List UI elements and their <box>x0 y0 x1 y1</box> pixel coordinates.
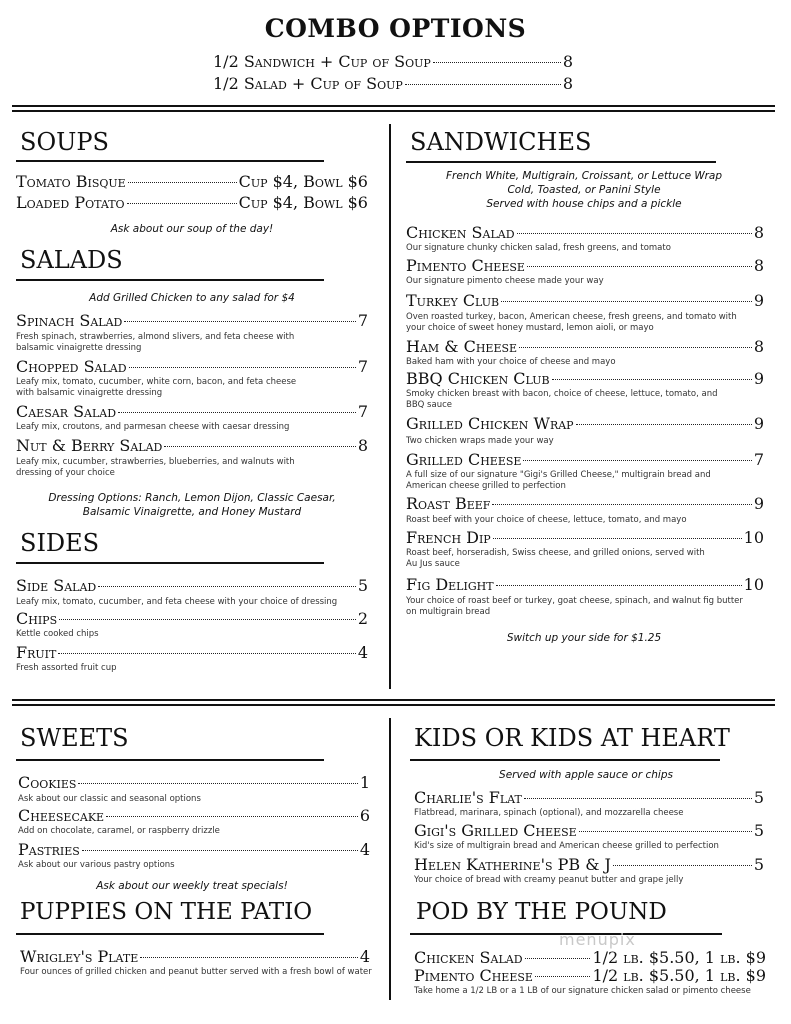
sandwiches-subtitle: Cold, Toasted, or Panini Style <box>507 184 661 196</box>
sweets-title: SWEETS <box>20 724 129 752</box>
sandwiches-subtitle: Served with house chips and a pickle <box>486 198 682 210</box>
item-description: Ask about our classic and seasonal options <box>18 794 201 804</box>
menu-item: BBQ Chicken Club 9 <box>406 369 764 388</box>
item-description: Kid's size of multigrain bread and American cheese grilled to perfection <box>414 841 719 851</box>
combo-title: COMBO OPTIONS <box>264 14 527 43</box>
menu-item: Cookies 1 <box>18 773 370 792</box>
section-rule <box>16 759 324 761</box>
menu-item: French Dip 10 <box>406 528 764 547</box>
item-description: Baked ham with your choice of cheese and mayo <box>406 357 616 367</box>
item-description: Oven roasted turkey, bacon, American cheese, fresh greens, and tomato with your choice of sweet honey mustard, lemon aioli, or mayo <box>406 312 737 333</box>
column-divider <box>389 718 391 1000</box>
menu-item: Wrigley's Plate 4 <box>20 947 370 966</box>
soups-note: Ask about our soup of the day! <box>110 223 274 235</box>
menu-item: Gigi's Grilled Cheese 5 <box>414 821 764 840</box>
item-description: Two chicken wraps made your way <box>406 436 554 446</box>
divider <box>12 699 775 701</box>
menu-item: Turkey Club 9 <box>406 291 764 310</box>
menu-item: Grilled Cheese 7 <box>406 450 764 469</box>
menu-item: Nut & Berry Salad 8 <box>16 436 368 455</box>
menu-item: Pastries 4 <box>18 840 370 859</box>
item-description: Kettle cooked chips <box>16 629 99 639</box>
item-description: Our signature pimento cheese made your way <box>406 276 604 286</box>
column-divider <box>389 124 391 689</box>
sandwiches-title: SANDWICHES <box>410 128 592 156</box>
menu-item: Chips 2 <box>16 609 368 628</box>
item-description: Fresh assorted fruit cup <box>16 663 117 673</box>
item-description: Leafy mix, cucumber, strawberries, blueberries, and walnuts with dressing of your choice <box>16 457 295 478</box>
item-description: Our signature chunky chicken salad, fresh greens, and tomato <box>406 243 671 253</box>
item-description: Smoky chicken breast with bacon, choice of cheese, lettuce, tomato, and BBQ sauce <box>406 389 718 410</box>
menu-item: Fruit 4 <box>16 643 368 662</box>
salads-title: SALADS <box>20 246 123 274</box>
item-description: Your choice of roast beef or turkey, goat cheese, spinach, and walnut fig butter on multigrain bread <box>406 596 743 617</box>
divider <box>12 110 775 112</box>
menu-item: Spinach Salad 7 <box>16 311 368 330</box>
section-rule <box>16 279 324 281</box>
menu-item: Chopped Salad 7 <box>16 357 368 376</box>
item-description: Ask about our various pastry options <box>18 860 175 870</box>
item-description: Leafy mix, croutons, and parmesan cheese with caesar dressing <box>16 422 290 432</box>
salads-note: Add Grilled Chicken to any salad for $4 <box>89 292 295 304</box>
menu-item: Helen Katherine's PB & J 5 <box>414 855 764 874</box>
menu-item: Cheesecake 6 <box>18 806 370 825</box>
item-description: Roast beef, horseradish, Swiss cheese, and grilled onions, served with Au Jus sauce <box>406 548 705 569</box>
section-rule <box>16 562 324 564</box>
menu-item: Side Salad 5 <box>16 576 368 595</box>
sides-title: SIDES <box>20 529 100 557</box>
sweets-note: Ask about our weekly treat specials! <box>96 880 288 892</box>
menu-item: Roast Beef 9 <box>406 494 764 513</box>
combo-item: 1/2 Salad + Cup of Soup 8 <box>213 74 573 93</box>
divider <box>12 704 775 706</box>
menu-item: Loaded Potato Cup $4, Bowl $6 <box>16 193 368 212</box>
dressing-note: Balsamic Vinaigrette, and Honey Mustard <box>82 506 302 518</box>
kids-title: KIDS OR KIDS AT HEART <box>414 724 730 752</box>
section-rule <box>406 161 716 163</box>
pound-title: POD BY THE POUND <box>416 899 667 925</box>
item-description: Flatbread, marinara, spinach (optional), and mozzarella cheese <box>414 808 684 818</box>
menu-item: Fig Delight 10 <box>406 575 764 594</box>
watermark: menupix <box>559 930 636 949</box>
puppies-title: PUPPIES ON THE PATIO <box>20 899 313 925</box>
item-description: A full size of our signature "Gigi's Grilled Cheese," multigrain bread and American cheese grilled to perfection <box>406 470 711 491</box>
item-description: Roast beef with your choice of cheese, lettuce, tomato, and mayo <box>406 515 687 525</box>
kids-note: Served with apple sauce or chips <box>499 769 673 781</box>
menu-item: Tomato Bisque Cup $4, Bowl $6 <box>16 172 368 191</box>
dressing-note: Dressing Options: Ranch, Lemon Dijon, Classic Caesar, <box>48 492 336 504</box>
section-rule <box>16 160 324 162</box>
item-description: Your choice of bread with creamy peanut butter and grape jelly <box>414 875 684 885</box>
menu-item: Chicken Salad 8 <box>406 223 764 242</box>
combo-item: 1/2 Sandwich + Cup of Soup 8 <box>213 52 573 71</box>
item-description: Leafy mix, tomato, cucumber, and feta cheese with your choice of dressing <box>16 597 338 607</box>
menu-item: Chicken Salad 1/2 lb. $5.50, 1 lb. $9 <box>414 948 766 967</box>
item-description: Four ounces of grilled chicken and peanut butter served with a fresh bowl of water <box>20 967 372 977</box>
soups-title: SOUPS <box>20 128 109 156</box>
menu-item: Caesar Salad 7 <box>16 402 368 421</box>
divider <box>12 105 775 107</box>
menu-item: Charlie's Flat 5 <box>414 788 764 807</box>
sandwiches-note: Switch up your side for $1.25 <box>506 632 662 644</box>
section-rule <box>16 933 324 935</box>
item-description: Fresh spinach, strawberries, almond slivers, and feta cheese with balsamic vinaigrette dressing <box>16 332 295 353</box>
menu-item: Grilled Chicken Wrap 9 <box>406 414 764 433</box>
item-description: Take home a 1/2 LB or a 1 LB of our signature chicken salad or pimento cheese <box>414 986 751 996</box>
menu-item: Ham & Cheese 8 <box>406 337 764 356</box>
item-description: Add on chocolate, caramel, or raspberry drizzle <box>18 826 220 836</box>
sandwiches-subtitle: French White, Multigrain, Croissant, or Lettuce Wrap <box>445 170 723 182</box>
menu-item: Pimento Cheese 1/2 lb. $5.50, 1 lb. $9 <box>414 966 766 985</box>
section-rule <box>410 759 720 761</box>
menu-item: Pimento Cheese 8 <box>406 256 764 275</box>
item-description: Leafy mix, tomato, cucumber, white corn, bacon, and feta cheese with balsamic vinaigrette dressing <box>16 377 297 398</box>
